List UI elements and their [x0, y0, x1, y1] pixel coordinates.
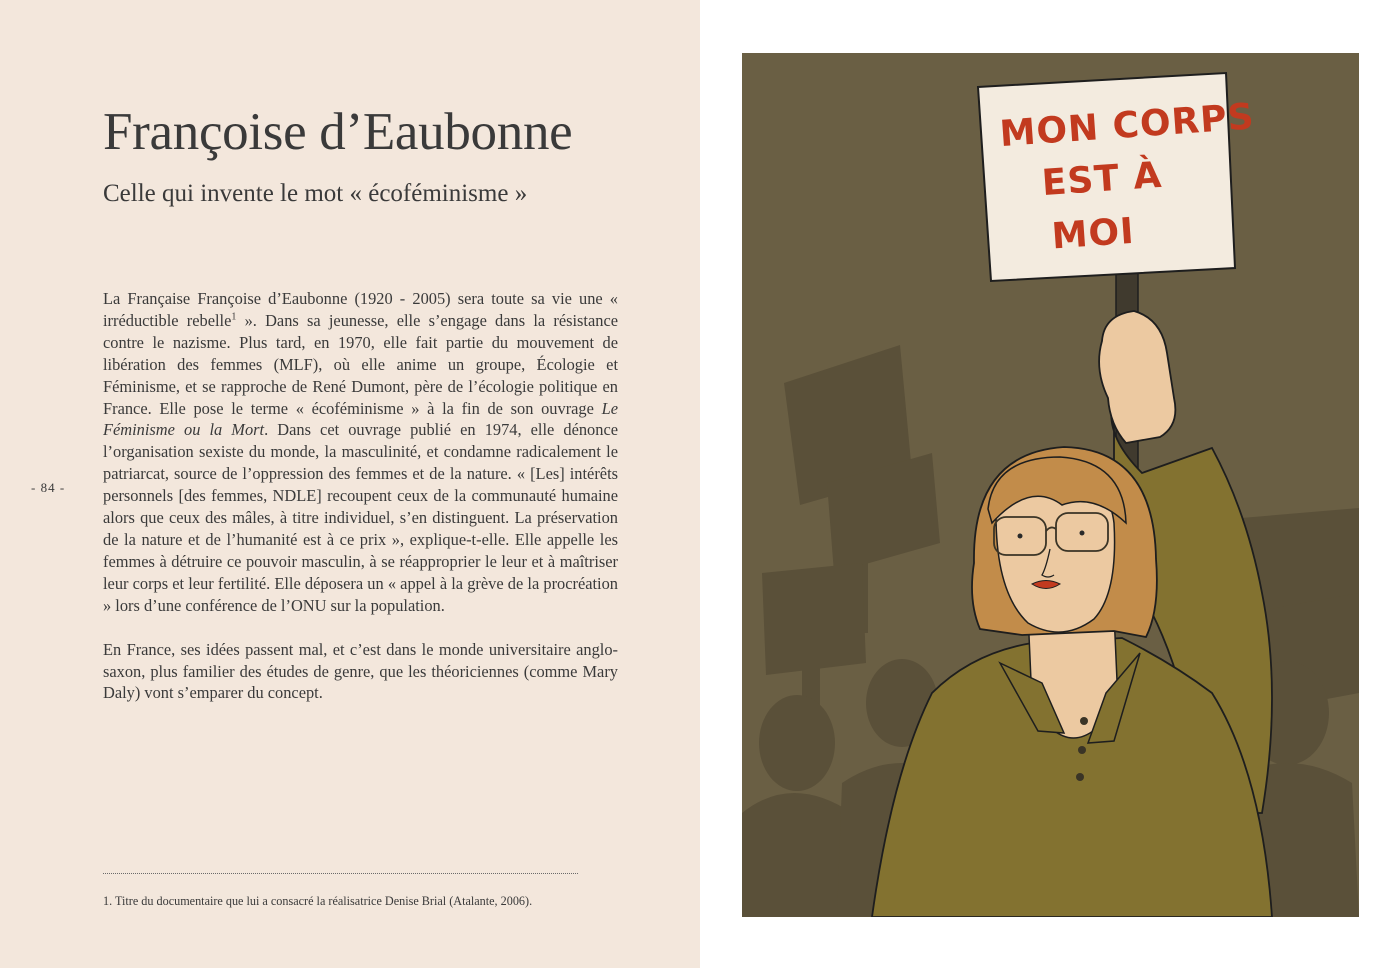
body-p1-text-b: ». Dans sa jeunesse, elle s’engage dans la résistance contre le nazisme. Plus tard, en 1970, elle fait partie du mouvement de libération des femmes (MLF), où elle anime un groupe, Écologie et Féminisme, et se rapproche de René Dumont, père de l’écologie politique en France. Elle pose le terme « écoféminisme » à la fin de son ouvrage	[103, 310, 618, 418]
body-p1-text-a: La Française Françoise d’Eaubonne (1920 - 2005) sera toute sa vie une « irréductible rebelle	[103, 289, 618, 330]
body-p1-text-c: . Dans cet ouvrage publié en 1974, elle dénonce l’organisation sexiste du monde, la masculinité, et condamne radicalement le patriarcat, source de l’oppression des femmes et de la nature. « [Les] intérêts personnels [des femmes, NDLE] recoupent ceux de la communauté humaine alors que ceux des mâles, à titre individuel, s’en distinguent. La préservation de la nature et de l’humanité est à ce prix », explique-t-elle. Elle appelle les femmes à détruire ce pouvoir masculin, à se réapproprier le leur et à maîtriser leur corps et leur fertilité. Elle déposera un « appel à la grève de la procréation » lors d’une conférence de l’ONU sur la population.	[103, 420, 618, 615]
shirt-button	[1078, 746, 1086, 754]
sign-text-line-3: MOI	[1050, 210, 1136, 258]
body-paragraph-2: En France, ses idées passent mal, et c’est dans le monde universitaire anglo-saxon, plus familier des études de genre, que les théoriciennes (comme Mary Daly) vont s’emparer du concept.	[103, 639, 618, 703]
protester-illustration	[742, 53, 1359, 917]
body-text	[103, 288, 618, 726]
protest-sign	[978, 73, 1256, 281]
footnote: 1. Titre du documentaire que lui a consacré la réalisatrice Denise Brial (Atalante, 2006).	[103, 894, 533, 908]
shirt-button	[1076, 773, 1084, 781]
book-title: Le Féminisme ou la Mort	[103, 398, 618, 440]
page-subtitle: Celle qui invente le mot « écoféminisme »	[103, 180, 528, 207]
footnote-ref: 1	[231, 311, 237, 323]
page-title: Françoise d’Eaubonne	[103, 103, 573, 161]
sign-text-line-1: MON CORPS	[998, 96, 1256, 156]
footnote-divider	[103, 873, 578, 874]
page-number: - 84 -	[31, 480, 66, 495]
shirt-button	[1080, 717, 1088, 725]
body-paragraph-1	[103, 288, 618, 617]
sign-text-line-2: EST À	[1040, 154, 1164, 205]
